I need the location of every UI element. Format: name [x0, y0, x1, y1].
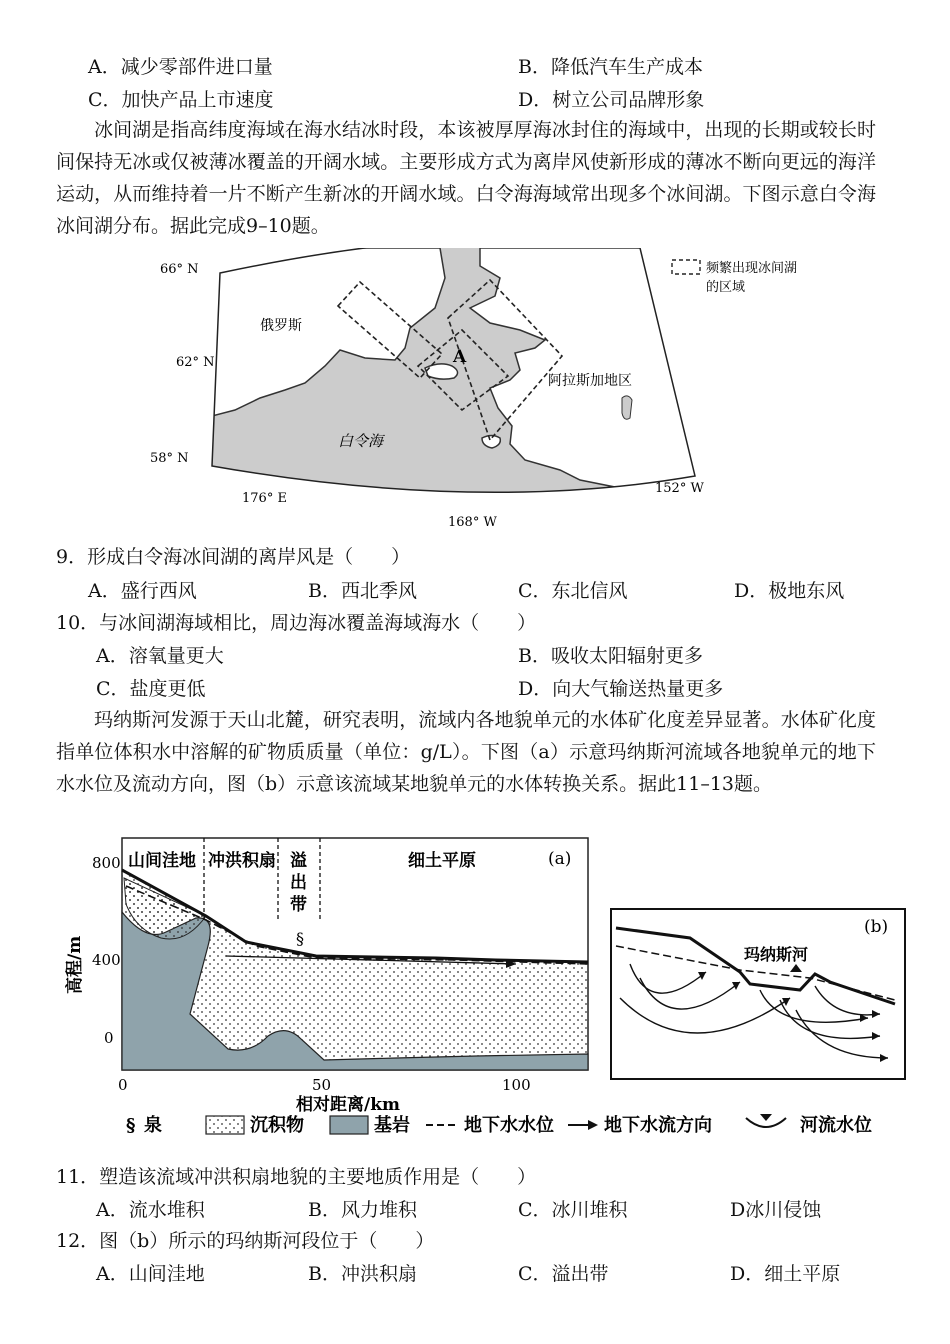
prev-option-b: B．降低汽车生产成本: [518, 56, 703, 78]
figure-legend: [120, 1110, 890, 1140]
q10-option-d: D．向大气输送热量更多: [518, 678, 724, 700]
river-label: 玛纳斯河: [744, 945, 809, 964]
unit-mountain-basin: 山间洼地: [128, 851, 196, 871]
q9-option-a: A．盛行西风: [88, 580, 197, 602]
legend-river-level: 河流水位: [800, 1115, 872, 1136]
sediment-swatch: [206, 1116, 244, 1134]
question-11-stem: 11．塑造该流域冲洪积扇地貌的主要地质作用是（ ）: [56, 1166, 537, 1188]
spring-symbol: §: [296, 929, 304, 948]
unit-overflow-3: 带: [290, 895, 307, 915]
x-axis-label: 相对距离/km: [296, 1095, 400, 1112]
x-tick-0: 0: [118, 1076, 128, 1094]
q11-option-a: A．流水堆积: [96, 1199, 205, 1221]
bedrock-swatch: [330, 1116, 368, 1134]
q12-option-d: D．细土平原: [730, 1263, 841, 1285]
lat-label-66: 66° N: [160, 262, 199, 277]
lon-label-168w: 168° W: [448, 515, 497, 530]
legend-label-line2: 的区域: [706, 280, 746, 295]
legend-water-table: 地下水水位: [464, 1115, 554, 1136]
legend-bedrock: 基岩: [374, 1115, 410, 1136]
q12-option-a: A．山间洼地: [96, 1263, 205, 1285]
spring-icon: §: [126, 1115, 136, 1136]
bering-sea-map: [140, 248, 860, 533]
y-axis-label: 高程/m: [65, 935, 85, 994]
lat-label-62: 62° N: [176, 355, 215, 370]
q11-option-b: B．风力堆积: [308, 1199, 417, 1221]
q9-option-d: D．极地东风: [734, 580, 845, 602]
q12-option-b: B．冲洪积扇: [308, 1263, 417, 1285]
unit-alluvial-fan: 冲洪积扇: [208, 851, 276, 871]
lon-label-176e: 176° E: [242, 491, 287, 506]
prev-option-a: A．减少零部件进口量: [88, 56, 273, 78]
legend-dashed-box: [672, 260, 700, 274]
q10-option-c: C．盐度更低: [96, 678, 206, 700]
lon-label-152w: 152° W: [655, 481, 704, 496]
prev-option-c: C．加快产品上市速度: [88, 89, 274, 111]
legend-flow: 地下水流方向: [604, 1115, 712, 1136]
q12-option-c: C．溢出带: [518, 1263, 609, 1285]
legend-sediment: 沉积物: [250, 1115, 304, 1136]
prev-option-d: D．树立公司品牌形象: [518, 89, 705, 111]
figure-b-water-exchange: [610, 908, 906, 1080]
question-10-stem: 10．与冰间湖海域相比，周边海冰覆盖海域海水（ ）: [56, 612, 537, 634]
passage-ice-lake: 冰间湖是指高纬度海域在海水结冰时段，本该被厚厚海冰封住的海域中，出现的长期或较长时间保持无冰或仅被薄冰覆盖的开阔水域。主要形成方式为离岸风使新形成的薄冰不断向更远的海洋运动，从而维持着一片不断产生新冰的开阔水域。白令海海域常出现多个冰间湖。下图示意白令海冰间湖分布。据此完成9–10题。: [56, 119, 876, 237]
bering-sea-label: 白令海: [338, 432, 384, 450]
figure-a-profile: [56, 834, 598, 1112]
point-a-label: A: [453, 347, 467, 367]
question-9-stem: 9．形成白令海冰间湖的离岸风是（ ）: [56, 546, 411, 568]
x-tick-100: 100: [502, 1076, 531, 1094]
y-tick-0: 0: [104, 1029, 114, 1047]
q10-option-b: B．吸收太阳辐射更多: [518, 645, 703, 667]
lat-label-58: 58° N: [150, 451, 189, 466]
unit-overflow-1: 溢: [290, 851, 307, 871]
russia-label: 俄罗斯: [260, 318, 302, 334]
legend-spring: 泉: [144, 1115, 162, 1136]
unit-overflow-2: 出: [290, 873, 307, 893]
y-tick-400: 400: [92, 951, 121, 969]
y-tick-800: 800: [92, 854, 121, 872]
q11-option-c: C．冰川堆积: [518, 1199, 628, 1221]
x-tick-50: 50: [312, 1076, 332, 1094]
figure-b-panel-label: (b): [864, 917, 889, 937]
legend-label-line1: 频繁出现冰间湖: [706, 261, 798, 276]
alaska-label: 阿拉斯加地区: [548, 373, 632, 389]
q9-option-c: C．东北信风: [518, 580, 628, 602]
q10-option-a: A．溶氧量更大: [96, 645, 224, 667]
q11-option-d: D冰川侵蚀: [730, 1199, 822, 1221]
passage-manas-river: 玛纳斯河发源于天山北麓，研究表明，流域内各地貌单元的水体矿化度差异显著。水体矿化度指单位体积水中溶解的矿物质质量（单位：g/L）。下图（a）示意玛纳斯河流域各地貌单元的地下水水位及流动方向，图（b）示意该流域某地貌单元的水体转换关系。据此11–13题。: [56, 709, 876, 795]
question-12-stem: 12．图（b）所示的玛纳斯河段位于（ ）: [56, 1230, 435, 1252]
q9-option-b: B．西北季风: [308, 580, 417, 602]
figure-a-panel-label: (a): [548, 849, 572, 869]
unit-fine-plain: 细土平原: [408, 851, 476, 871]
